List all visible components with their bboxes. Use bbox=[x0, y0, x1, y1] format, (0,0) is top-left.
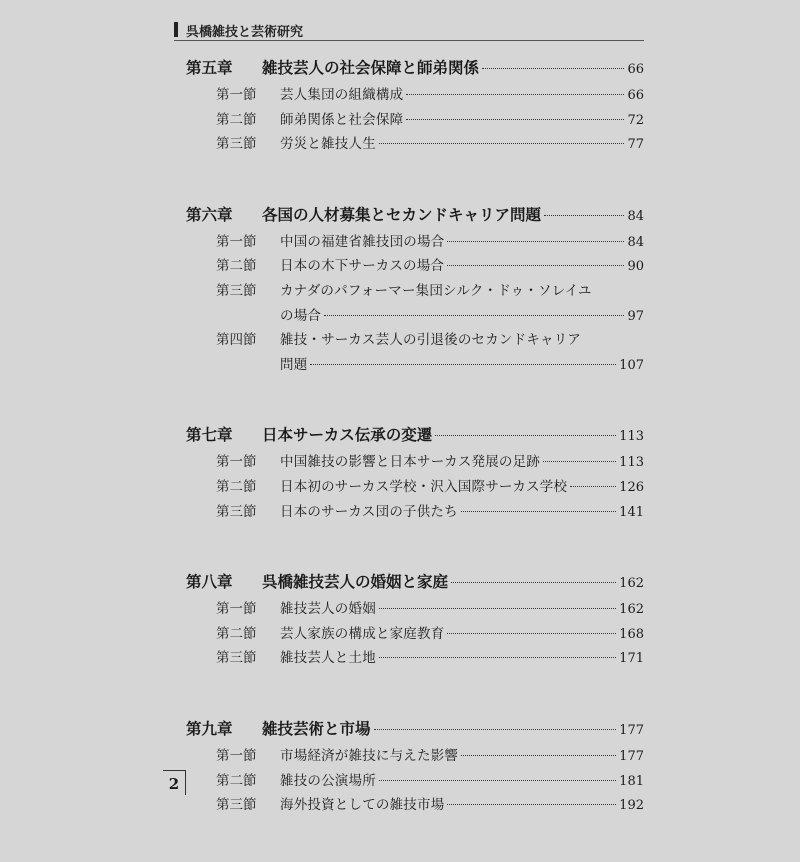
section-entry bbox=[186, 769, 644, 794]
chapter-page: 84 bbox=[627, 208, 644, 224]
chapter-entry bbox=[186, 54, 644, 83]
section-entry bbox=[186, 108, 644, 133]
section-page: 72 bbox=[627, 112, 644, 128]
dot-leader bbox=[379, 780, 616, 781]
section-entry bbox=[186, 254, 644, 279]
section-page: 66 bbox=[627, 88, 644, 103]
chapter-entry bbox=[186, 568, 644, 597]
section-page: 162 bbox=[619, 602, 644, 618]
dot-leader bbox=[379, 657, 616, 658]
dot-leader bbox=[310, 364, 616, 365]
section-entry bbox=[186, 622, 644, 647]
dot-leader bbox=[461, 511, 616, 512]
section-number: 第二節 bbox=[216, 258, 257, 275]
section-number: 第二節 bbox=[216, 625, 257, 642]
dot-leader bbox=[451, 582, 616, 583]
section-entry-continued bbox=[186, 304, 644, 329]
section-page: 97 bbox=[627, 308, 644, 324]
dot-leader bbox=[447, 633, 616, 634]
toc-chapter bbox=[186, 201, 644, 378]
section-number: 第三節 bbox=[216, 136, 257, 153]
section-entry bbox=[186, 450, 644, 475]
section-title: 雑技・サーカス芸人の引退後のセカンドキャリア bbox=[280, 332, 582, 349]
chapter-number: 第五章 bbox=[186, 59, 233, 77]
section-title: 雑技の公演場所 bbox=[280, 772, 376, 789]
chapter-page: 113 bbox=[619, 429, 644, 445]
chapter-title: 各国の人材募集とセカンドキャリア問題 bbox=[262, 205, 542, 224]
section-title: カナダのパフォーマー集団シルク・ドゥ・ソレイユ bbox=[280, 282, 592, 299]
section-number: 第二節 bbox=[216, 772, 257, 789]
section-number: 第三節 bbox=[216, 282, 257, 299]
section-entry bbox=[186, 279, 644, 304]
section-title: 雑技芸人の婚姻 bbox=[280, 601, 376, 618]
chapter-title: 雑技芸術と市場 bbox=[262, 719, 371, 738]
chapter-title: 雑技芸人の社会保障と師弟関係 bbox=[262, 59, 480, 77]
section-title-continued: の場合 bbox=[280, 307, 322, 324]
chapter-entry bbox=[186, 715, 644, 744]
table-of-contents bbox=[186, 54, 644, 862]
section-number: 第一節 bbox=[216, 454, 257, 471]
section-title: 中国の福建省雑技団の場合 bbox=[280, 233, 445, 250]
section-number: 第一節 bbox=[216, 87, 257, 103]
section-number: 第一節 bbox=[216, 601, 257, 618]
section-number: 第三節 bbox=[216, 797, 257, 814]
section-entry bbox=[186, 597, 644, 622]
chapter-title: 呉橋雑技芸人の婚姻と家庭 bbox=[262, 573, 449, 592]
section-entry bbox=[186, 83, 644, 108]
dot-leader bbox=[447, 241, 624, 242]
section-page: 77 bbox=[627, 137, 644, 153]
section-title: 海外投資としての雑技市場 bbox=[280, 797, 445, 814]
section-title: 芸人集団の組織構成 bbox=[280, 87, 404, 103]
section-page: 181 bbox=[619, 773, 644, 789]
chapter-number: 第九章 bbox=[186, 719, 233, 738]
chapter-page: 66 bbox=[627, 62, 644, 77]
section-entry-continued bbox=[186, 353, 644, 378]
running-header bbox=[174, 20, 644, 41]
section-page: 126 bbox=[619, 479, 644, 495]
section-entry bbox=[186, 132, 644, 157]
header-bar bbox=[174, 22, 178, 37]
section-page: 171 bbox=[619, 651, 644, 667]
chapter-number: 第六章 bbox=[186, 205, 233, 224]
section-page: 113 bbox=[619, 455, 644, 471]
dot-leader bbox=[374, 729, 617, 730]
header-title: 呉橋雑技と芸術研究 bbox=[186, 25, 304, 40]
dot-leader bbox=[406, 119, 624, 120]
section-title: 市場経済が雑技に与えた影響 bbox=[280, 747, 459, 764]
dot-leader bbox=[461, 755, 616, 756]
section-page: 168 bbox=[619, 626, 644, 642]
toc-chapter bbox=[186, 421, 644, 524]
section-entry bbox=[186, 328, 644, 353]
chapter-number: 第七章 bbox=[186, 426, 233, 445]
section-number: 第一節 bbox=[216, 747, 257, 764]
section-entry bbox=[186, 475, 644, 500]
section-number: 第三節 bbox=[216, 503, 257, 520]
section-page: 107 bbox=[619, 357, 644, 373]
section-title: 日本初のサーカス学校・沢入国際サーカス学校 bbox=[280, 478, 568, 495]
page-number: 2 bbox=[163, 770, 186, 795]
section-entry bbox=[186, 500, 644, 525]
dot-leader bbox=[379, 608, 616, 609]
section-page: 141 bbox=[619, 504, 644, 520]
dot-leader bbox=[324, 315, 624, 316]
dot-leader bbox=[447, 804, 616, 805]
dot-leader bbox=[482, 68, 624, 69]
section-entry bbox=[186, 230, 644, 255]
chapter-page: 177 bbox=[619, 722, 644, 738]
section-title: 日本の木下サーカスの場合 bbox=[280, 258, 445, 275]
section-title: 師弟関係と社会保障 bbox=[280, 111, 404, 128]
toc-chapter bbox=[186, 568, 644, 671]
chapter-page: 162 bbox=[619, 576, 644, 592]
dot-leader bbox=[544, 215, 624, 216]
section-title: 労災と雑技人生 bbox=[280, 136, 376, 153]
toc-chapter bbox=[186, 715, 644, 818]
section-number: 第一節 bbox=[216, 233, 257, 250]
section-title-continued: 問題 bbox=[280, 356, 308, 373]
section-title: 中国雑技の影響と日本サーカス発展の足跡 bbox=[280, 454, 541, 471]
dot-leader bbox=[379, 143, 625, 144]
chapter-entry bbox=[186, 421, 644, 450]
dot-leader bbox=[543, 461, 616, 462]
section-number: 第二節 bbox=[216, 111, 257, 128]
section-page: 177 bbox=[619, 748, 644, 764]
chapter-title: 日本サーカス伝承の変遷 bbox=[262, 426, 433, 445]
section-title: 日本のサーカス団の子供たち bbox=[280, 503, 458, 520]
dot-leader bbox=[435, 435, 616, 436]
section-title: 雑技芸人と土地 bbox=[280, 650, 376, 667]
chapter-number: 第八章 bbox=[186, 573, 233, 592]
dot-leader bbox=[570, 486, 616, 487]
section-entry bbox=[186, 646, 644, 671]
section-entry bbox=[186, 744, 644, 769]
toc-chapter bbox=[186, 54, 644, 157]
section-page: 84 bbox=[627, 234, 644, 250]
section-page: 192 bbox=[619, 798, 644, 814]
dot-leader bbox=[447, 265, 624, 266]
chapter-entry bbox=[186, 201, 644, 230]
section-entry bbox=[186, 793, 644, 818]
section-number: 第四節 bbox=[216, 332, 257, 349]
section-page: 90 bbox=[627, 259, 644, 275]
section-number: 第三節 bbox=[216, 650, 257, 667]
dot-leader bbox=[406, 94, 624, 95]
section-number: 第二節 bbox=[216, 478, 257, 495]
section-title: 芸人家族の構成と家庭教育 bbox=[280, 625, 445, 642]
